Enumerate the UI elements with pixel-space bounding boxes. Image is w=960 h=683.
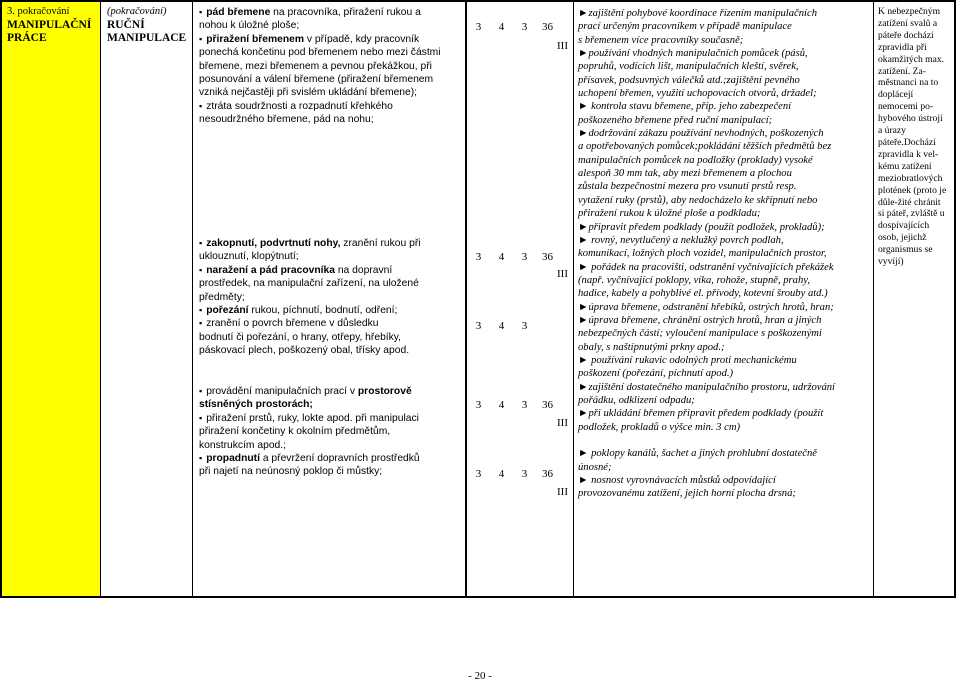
hazard-line (199, 113, 467, 126)
risk-category: III (557, 417, 568, 429)
hazard-line (199, 439, 467, 452)
hazard-keyword: přiražení břemenem (206, 33, 305, 45)
note-line: zpravidla k vel- (878, 148, 939, 160)
hazard-text: posunování a válení břemene (přiražení břemenem (199, 74, 434, 86)
hazard-text: břemene, mezi břemenem a pevnou překážkou, při (199, 60, 432, 72)
hazard-text: v případě, kdy pracovník (304, 33, 420, 45)
measure-line: ►používání vhodných manipulačních pomůcek (pásů, (578, 48, 808, 60)
risk-score-value: 3 (475, 320, 482, 332)
hazard-line (199, 331, 467, 344)
hazard-keyword: pořezání (206, 305, 249, 317)
measure-line: ► nosnost vyrovnávacích můstků odpovídající (578, 475, 776, 487)
hazard-line (199, 291, 467, 304)
activity-title-1: MANIPULAČNÍ (7, 18, 92, 31)
note-line: zatížení. Za- (878, 65, 926, 77)
hazard-line (199, 264, 467, 277)
measure-line: obaly, s naštípnutými prkny apod.; (578, 341, 725, 353)
risk-score-value: 4 (498, 251, 505, 263)
note-line: městnanci na to (878, 77, 939, 89)
hazard-text: konstrukcím apod.; (199, 439, 286, 451)
risk-score-value: 3 (475, 251, 482, 263)
hazard-block (199, 385, 467, 479)
risk-score-value: 3 (521, 320, 528, 332)
hazard-line (199, 385, 467, 398)
note-line: důle-žité chránit (878, 196, 941, 208)
measure-line: ►zajištění dostatečného manipulačního prostoru, udržování (578, 381, 835, 393)
hazard-text: a převržení dopravních prostředků (259, 453, 420, 465)
measure-line: ► poklopy kanálů, šachet a jiných prohlubní dostatečně (578, 448, 817, 460)
risk-score-value: 36 (542, 251, 553, 263)
activity-prefix: 3. pokračování (7, 6, 70, 17)
measure-line: ► kontrola stavu břemene, příp. jeho zabezpečení (578, 101, 792, 113)
note-line: K nebezpečným (878, 6, 941, 17)
measure-line: ►zajištění pohybové koordinace řízením manipulačních (578, 8, 817, 19)
risk-score-row (467, 21, 559, 33)
hazard-line (199, 304, 467, 317)
hazard-block (199, 237, 467, 358)
hazard-keyword: propadnutí (206, 453, 260, 465)
hazard-line (199, 412, 467, 425)
measure-line: vytažení ruky (prstů), aby nedocházelo ke skřípnutí nebo (578, 194, 818, 206)
hazard-line (199, 398, 467, 411)
risk-category: III (557, 268, 568, 280)
measure-line: ►při ukládání břemen připravit předem podklady (použít (578, 408, 824, 420)
hazard-block (199, 6, 467, 127)
hazard-keyword: pád břemene (206, 7, 271, 18)
hazard-text: rukou, píchnutí, bodnutí, odření; (248, 305, 398, 317)
measure-line: nebezpečných částí; vyloučení manipulace s poškozenými (578, 328, 822, 340)
hazard-text: ztráta soudržnosti a rozpadnutí křehkého (206, 100, 393, 112)
measure-line: provozovanému zatížení, jejich horní plocha drsná; (578, 488, 796, 500)
subactivity-prefix: (pokračování) (107, 6, 167, 17)
hazard-line (199, 73, 467, 86)
risk-score-row (467, 251, 559, 263)
risk-score-row (467, 468, 559, 480)
page-number: - 20 - (468, 670, 492, 682)
measure-line: poškozeného břemene před ruční manipulací; (578, 114, 773, 126)
hazard-line (199, 452, 467, 465)
measure-line: uchopení břemen, využití uchopovacích otvorů, držadel; (578, 88, 817, 100)
column-subactivity (101, 2, 193, 596)
measure-line: přiražení rukou k úložné ploše a podkladu; (578, 208, 761, 220)
measure-line (578, 434, 870, 447)
measure-line: ► pořádek na pracovišti, odstranění vyčnívajících překážek (578, 261, 834, 273)
hazard-keyword: prostorově (357, 386, 412, 397)
measure-line: s břemenem více pracovníky současně; (578, 34, 744, 46)
measure-line: hadice, kabely a pohyblivé el. přívody, kotevní šrouby atd.) (578, 288, 828, 300)
hazard-text: bodnutí či pořezání, o hrany, otřepy, hřebíky, (199, 331, 402, 343)
risk-score-value: 36 (542, 468, 553, 480)
measure-line: popruhů, vodících lišt, manipulačních kleští, svěrek, (578, 61, 799, 73)
measure-line: ►úprava břemene, chránění ostrých hrotů, hran a jiných (578, 314, 822, 326)
note-line: organismus se (878, 244, 933, 256)
risk-score-value: 3 (475, 21, 482, 33)
risk-category: III (557, 486, 568, 498)
note-line: vyvíjí) (878, 256, 904, 268)
hazard-text: vzniká nejčastěji při svislém ukládání břemene); (199, 87, 418, 99)
note-line: a úrazy (878, 125, 906, 137)
subactivity-title-2: MANIPULACE (107, 32, 187, 44)
risk-score-value: 36 (542, 399, 553, 411)
hazard-text: při najetí na neúnosný poklop či můstky; (199, 466, 383, 478)
hazard-line (199, 19, 467, 32)
note-line: osob, jejichž (878, 232, 927, 244)
measure-line: ►připravit předem podklady (použít podložek, prokladů); (578, 221, 825, 233)
note-line: páteře.Dochází (878, 136, 936, 148)
hazard-text: zranění o povrch břemene v důsledku (206, 318, 379, 330)
hazard-line (199, 60, 467, 73)
hazard-text: přiražení končetiny k okolním předmětům, (199, 426, 391, 438)
risk-score-value: 4 (498, 468, 505, 480)
measures-text (578, 7, 870, 501)
measure-line: zůstala bezpečnostní mezera pro vsunutí prstů resp. (578, 181, 797, 193)
hazard-line (199, 344, 467, 357)
risk-score-value: 3 (521, 399, 528, 411)
hazard-keyword: naražení a pád pracovníka (206, 264, 335, 276)
activity-title-2: PRÁCE (7, 32, 47, 44)
hazard-text: na dopravní (334, 264, 393, 276)
hazard-text: ponechá končetinu pod břemenem nebo mezi částmi (199, 47, 441, 59)
note-line: okamžitých max. (878, 53, 945, 65)
hazard-text: páskovací plech, poškozený obal, třísky apod. (199, 345, 410, 357)
risk-score-value: 3 (521, 468, 528, 480)
risk-score-row (467, 320, 536, 332)
column-activity (2, 2, 101, 596)
hazard-keyword: stísněných prostorách; (199, 399, 313, 411)
note-line: dospívajících (878, 220, 930, 232)
measure-line: ►dodržování zákazu používání nevhodných, poškozených (578, 128, 824, 140)
hazard-line (199, 237, 467, 250)
hazard-text: uklouznutí, klopýtnutí; (199, 251, 299, 263)
note-line: hybového ústrojí (878, 113, 943, 125)
risk-score-value: 3 (475, 468, 482, 480)
measure-line: přísavek, podsuvných válečků atd.;zajištění pevného (578, 74, 800, 86)
measure-line: ► rovný, nevytlučený a neklužký povrch podlah, (578, 234, 784, 246)
measure-line: podložek, prokladů o výšce min. 3 cm) (578, 421, 740, 433)
hazard-line (199, 46, 467, 59)
measure-line: manipulačních pomůcek na podložky (proklady) vysoké (578, 154, 813, 166)
measure-line: alespoň 30 mm tak, aby mezi břemenem a plochou (578, 168, 792, 180)
hazard-text: přiražení prstů, ruky, lokte apod. při manipulaci (206, 412, 419, 424)
note-line: kému zatížení (878, 160, 932, 172)
column-risk-scores (467, 2, 574, 596)
risk-score-value: 3 (521, 251, 528, 263)
note-line: zpravidla při (878, 41, 927, 53)
note-line: nemocemi po- (878, 101, 934, 113)
note-line: si páteř, zvláště u (878, 208, 945, 220)
hazard-line (199, 6, 467, 19)
measure-line: a opotřebovaných pomůcek;pokládání těžších předmětů bez (578, 141, 832, 153)
hazard-line (199, 100, 467, 113)
risk-score-value: 3 (475, 399, 482, 411)
risk-score-value: 4 (498, 399, 505, 411)
risk-score-value: 4 (498, 320, 505, 332)
hazard-line (199, 86, 467, 99)
hazard-line (199, 33, 467, 46)
measure-line: ►úprava břemene, odstranění hřebíků, ostrých hrotů, hran; (578, 301, 834, 313)
measure-line: poškození (pořezání, píchnutí apod.) (578, 368, 734, 380)
activity-header (7, 6, 99, 46)
hazard-text: nesoudržného břemene, pád na nohu; (199, 114, 374, 126)
measure-line: (např. vyčnívající poklopy, víka, rohože, stupně, prahy, (578, 274, 811, 286)
subactivity-title-1: RUČNÍ (107, 18, 145, 31)
hazard-text: nohou k úložné ploše; (199, 20, 300, 32)
hazard-line (199, 250, 467, 263)
measure-line: komunikací, ložných ploch vozidel, manipulačních prostor, (578, 248, 827, 260)
note-line: páteře dochází (878, 29, 934, 41)
hazard-line (199, 317, 467, 330)
risk-category: III (557, 40, 568, 52)
note-line: zatížení svalů a (878, 17, 938, 29)
subactivity-header (107, 6, 193, 46)
measure-line: pořádku, odklizení odpadu; (578, 394, 695, 406)
risk-score-value: 36 (542, 21, 553, 33)
hazard-line (199, 425, 467, 438)
hazard-line (199, 277, 467, 290)
measure-line: únosné; (578, 461, 612, 473)
note-line: meziobratlových (878, 172, 943, 184)
risk-score-value: 4 (498, 21, 505, 33)
hazard-keyword: zakopnutí, podvrtnutí nohy, (206, 238, 341, 249)
risk-score-row (467, 399, 559, 411)
hazard-text: zranění rukou při (340, 238, 421, 249)
note-line: doplácejí (878, 89, 914, 101)
measure-line: prací určeným pracovníkem v případě manipulace (578, 21, 792, 33)
note-line: plotének (proto je (878, 184, 947, 196)
hazard-text: předměty; (199, 291, 245, 303)
hazard-text: provádění manipulačních prací v (206, 386, 358, 397)
hazard-text: prostředek, na manipulační zařízení, na uložené (199, 278, 419, 290)
risk-score-value: 3 (521, 21, 528, 33)
measure-line: ► používání rukavic odolných proti mechanickému (578, 354, 797, 366)
notes-text (878, 6, 956, 268)
hazard-text: na pracovníka, přiražení rukou a (270, 7, 421, 18)
hazard-line (199, 465, 467, 478)
